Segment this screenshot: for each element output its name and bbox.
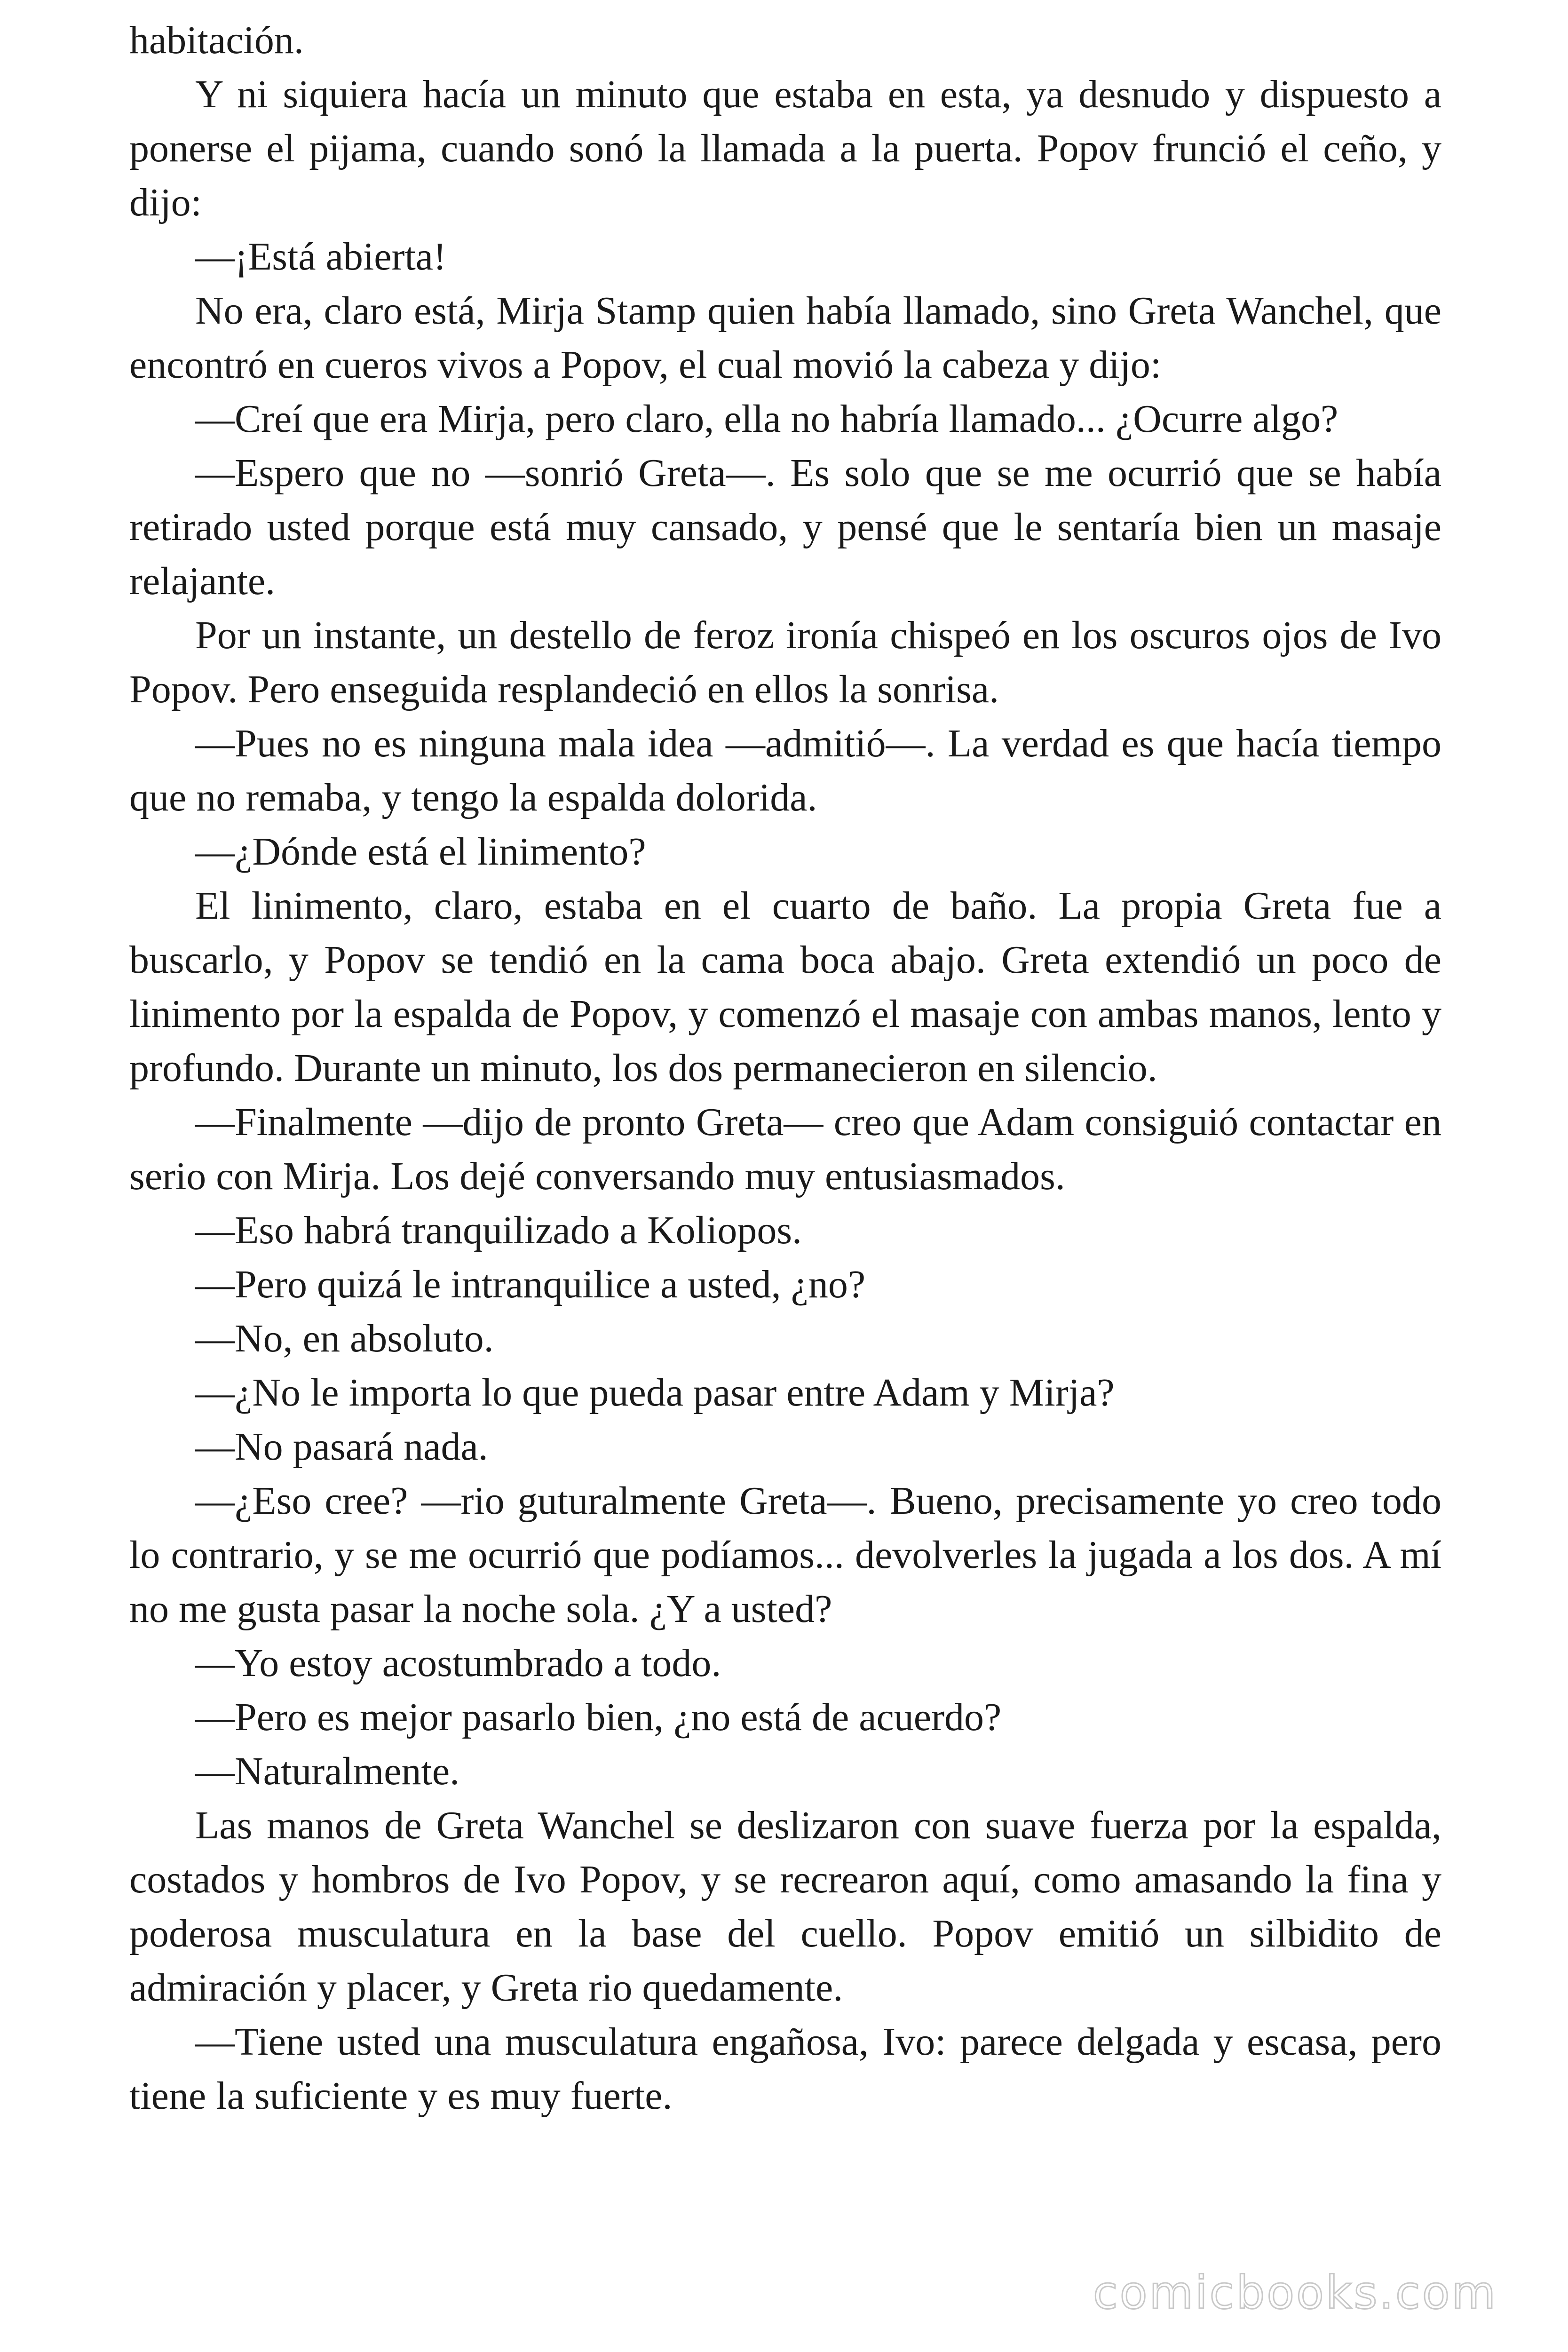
watermark: comicbooks.com bbox=[1093, 2266, 1497, 2319]
paragraph: —Eso habrá tranquilizado a Koliopos. bbox=[195, 1208, 802, 1252]
paragraph: habitación. bbox=[129, 18, 304, 62]
paragraph: —¡Está abierta! bbox=[195, 235, 447, 278]
paragraph: No era, claro está, Mirja Stamp quien había llamado, sino Greta Wanchel, que encontró en cueros vivos a Popov, el cual movió la cabeza y dijo: bbox=[129, 289, 1441, 387]
paragraph: El linimento, claro, estaba en el cuarto de baño. La propia Greta fue a buscarlo, y Popov se tendió en la cama boca abajo. Greta extendió un poco de linimento por la espalda de Popov, y comenzó el masaje con ambas manos, lento y profundo. Durante un minuto, los dos permanecieron en silencio. bbox=[129, 884, 1441, 1090]
page-body bbox=[129, 13, 1441, 2123]
paragraph: Y ni siquiera hacía un minuto que estaba en esta, ya desnudo y dispuesto a ponerse el pijama, cuando sonó la llamada a la puerta. Popov frunció el ceño, y dijo: bbox=[129, 72, 1441, 224]
paragraph: —Tiene usted una musculatura engañosa, Ivo: parece delgada y escasa, pero tiene la suficiente y es muy fuerte. bbox=[129, 2020, 1441, 2118]
paragraph: Por un instante, un destello de feroz ironía chispeó en los oscuros ojos de Ivo Popov. Pero enseguida resplandeció en ellos la sonrisa. bbox=[129, 613, 1441, 711]
paragraph: —Yo estoy acostumbrado a todo. bbox=[195, 1641, 721, 1685]
paragraph: Las manos de Greta Wanchel se deslizaron con suave fuerza por la espalda, costados y hombros de Ivo Popov, y se recrearon aquí, como amasando la fina y poderosa musculatura en la base del cuello. Popov emitió un silbidito de admiración y placer, y Greta rio quedamente. bbox=[129, 1804, 1441, 2010]
paragraph: —Naturalmente. bbox=[195, 1749, 460, 1793]
paragraph: —¿Dónde está el linimento? bbox=[195, 830, 646, 874]
paragraph: —Finalmente —dijo de pronto Greta— creo que Adam consiguió contactar en serio con Mirja. Los dejé conversando muy entusiasmados. bbox=[129, 1100, 1441, 1198]
paragraph: —Espero que no —sonrió Greta—. Es solo que se me ocurrió que se había retirado usted porque está muy cansado, y pensé que le sentaría bien un masaje relajante. bbox=[129, 451, 1441, 603]
paragraph: —Pero es mejor pasarlo bien, ¿no está de acuerdo? bbox=[195, 1695, 1002, 1739]
paragraph: —¿Eso cree? —rio guturalmente Greta—. Bueno, precisamente yo creo todo lo contrario, y se me ocurrió que podíamos... devolverles la jugada a los dos. A mí no me gusta pasar la noche sola. ¿Y a usted? bbox=[129, 1479, 1441, 1631]
paragraph: —Pero quizá le intranquilice a usted, ¿no? bbox=[195, 1263, 866, 1306]
paragraph: —No, en absoluto. bbox=[195, 1317, 494, 1360]
paragraph: —¿No le importa lo que pueda pasar entre Adam y Mirja? bbox=[195, 1371, 1115, 1414]
paragraph: —Pues no es ninguna mala idea —admitió—. La verdad es que hacía tiempo que no remaba, y tengo la espalda dolorida. bbox=[129, 722, 1441, 819]
paragraph: —Creí que era Mirja, pero claro, ella no habría llamado... ¿Ocurre algo? bbox=[195, 397, 1338, 441]
paragraph: —No pasará nada. bbox=[195, 1425, 488, 1469]
